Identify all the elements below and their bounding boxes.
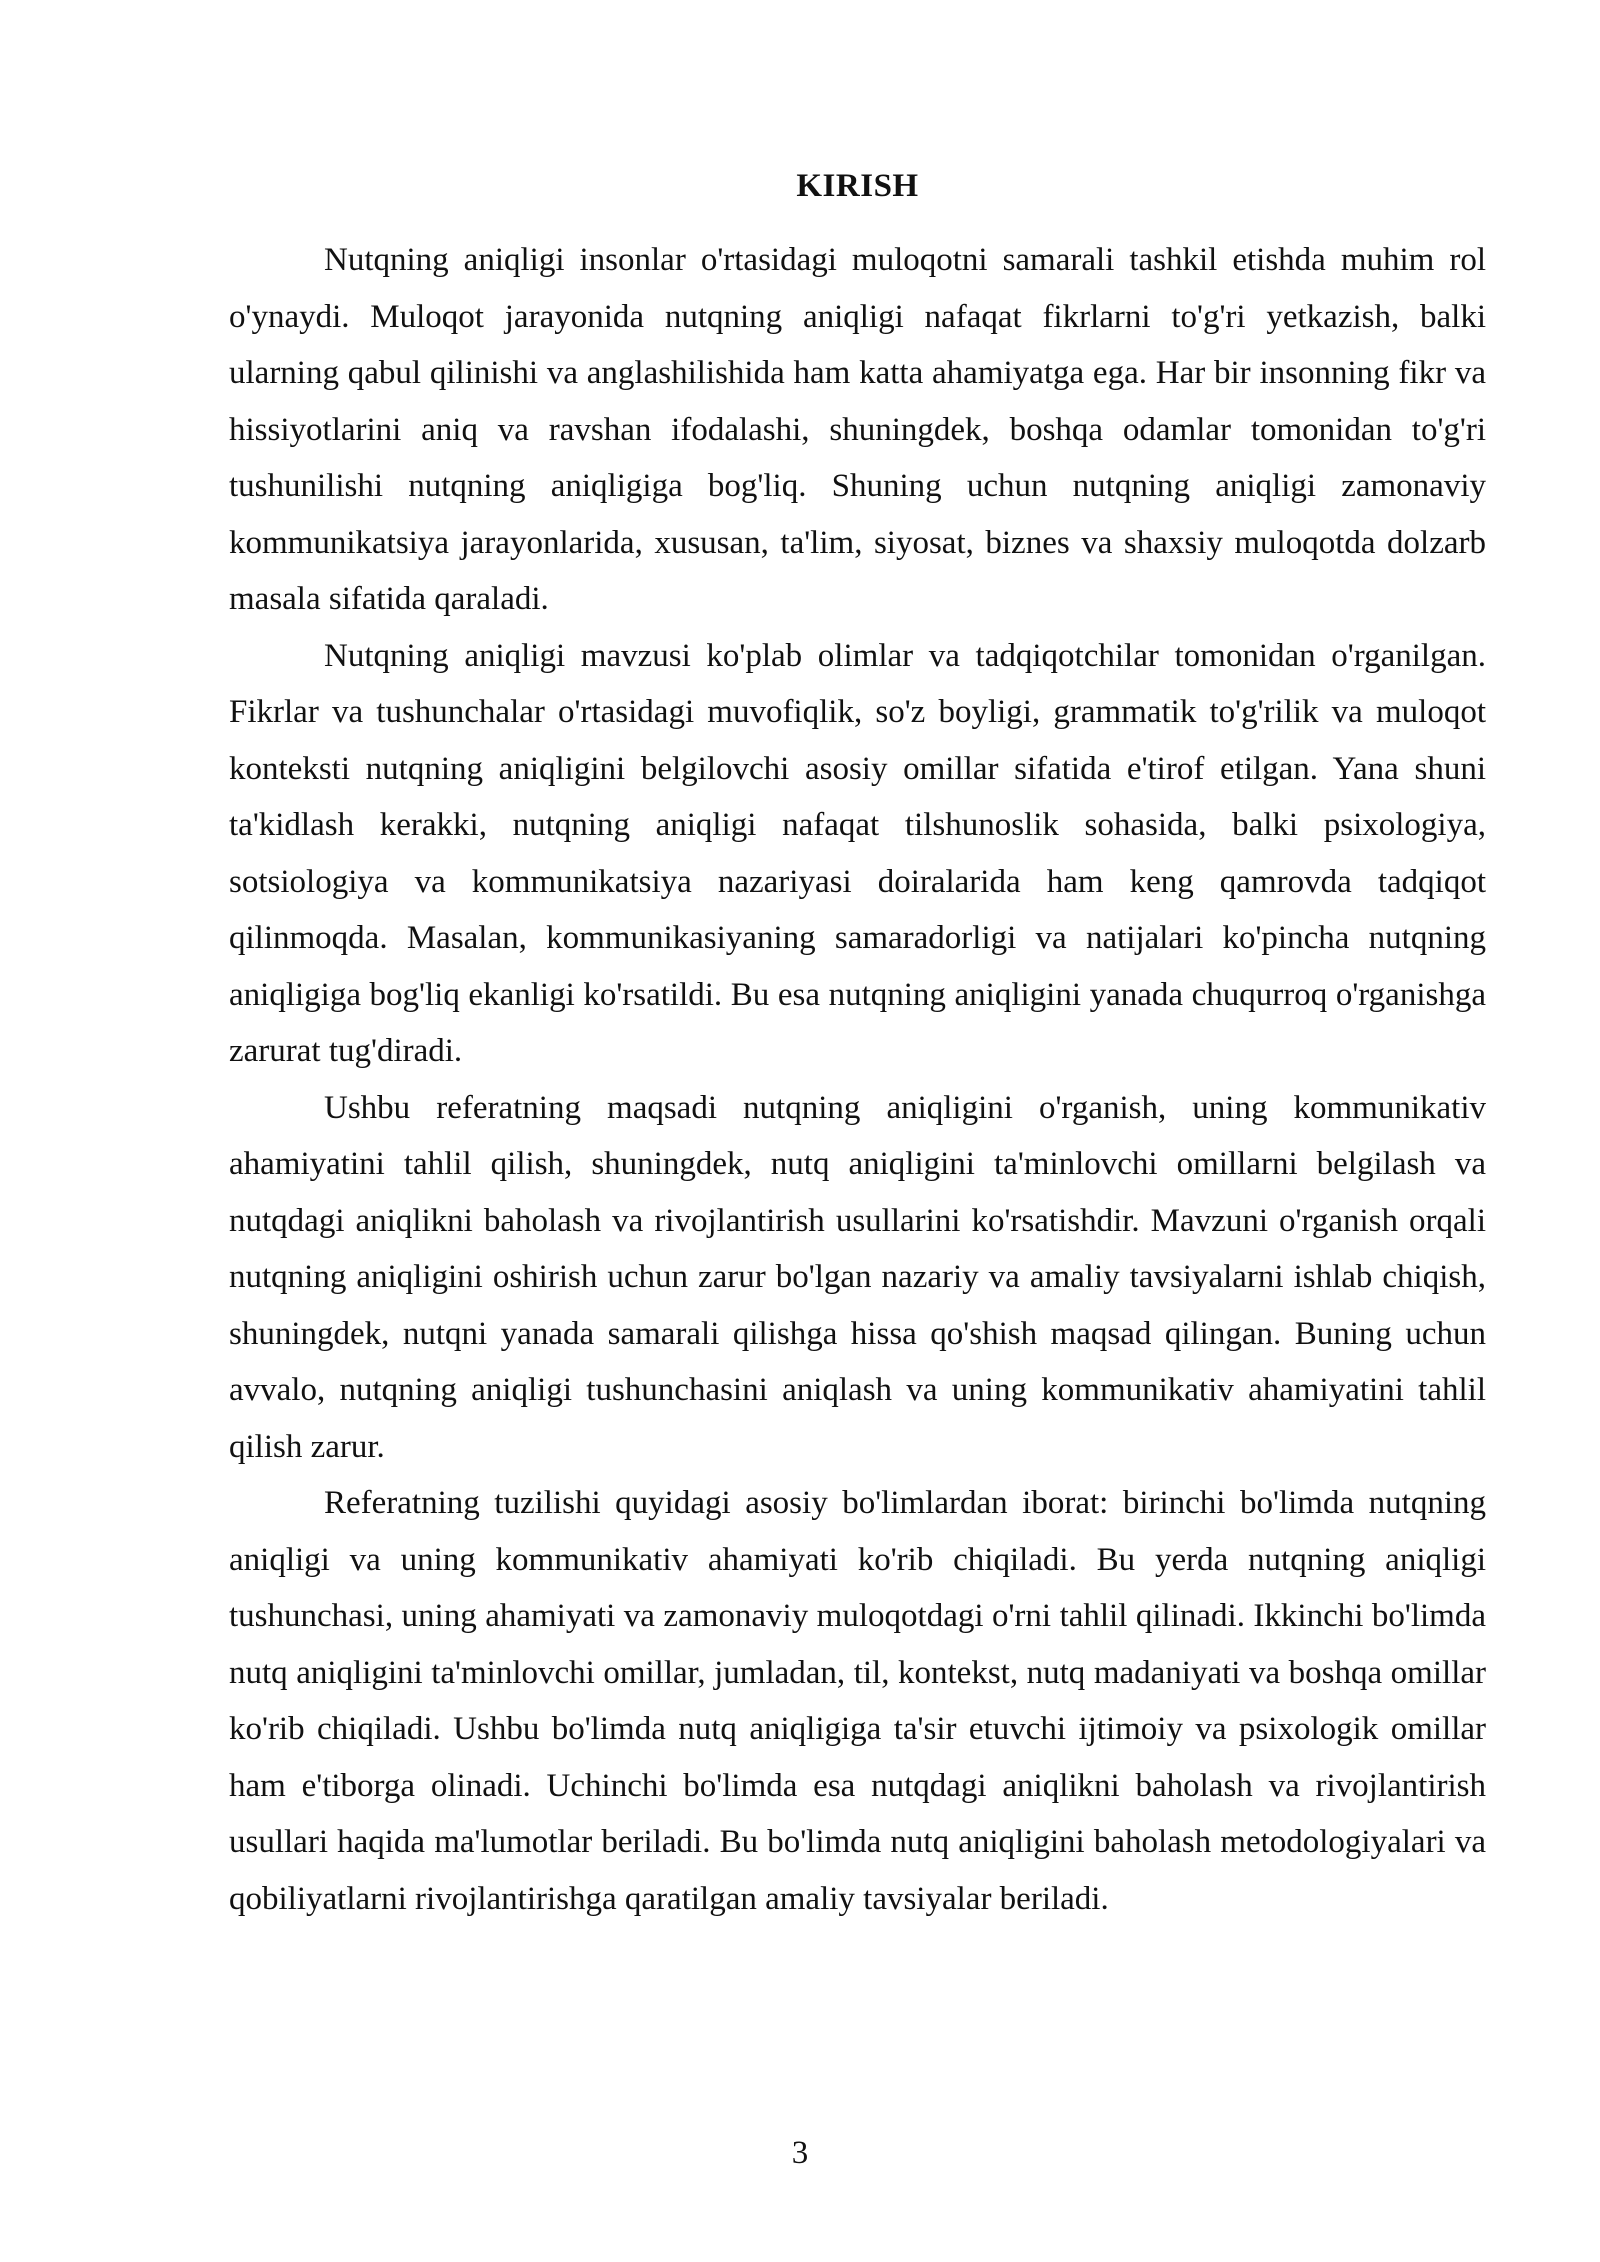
paragraph-2: Nutqning aniqligi mavzusi ko'plab olimlar va tadqiqotchilar tomonidan o'rganilgan. Fikrlar va tushunchalar o'rtasidagi muvofiqlik, so'z boyligi, grammatik to'g'rilik va muloqot konteksti nutqning aniqligini belgilovchi asosiy omillar sifatida e'tirof etilgan. Yana shuni ta'kidlash kerakki, nutqning aniqligi nafaqat tilshunoslik sohasida, balki psixologiya, sotsiologiya va kommunikatsiya nazariyasi doiralarida ham keng qamrovda tadqiqot qilinmoqda. Masalan, kommunikasiyaning samaradorligi va natijalari ko'pincha nutqning aniqligiga bog'liq ekanligi ko'rsatildi. Bu esa nutqning aniqligini yanada chuqurroq o'rganishga zarurat tug'diradi. (229, 637, 1486, 1069)
paragraph-1: Nutqning aniqligi insonlar o'rtasidagi muloqotni samarali tashkil etishda muhim rol o'ynaydi. Muloqot jarayonida nutqning aniqligi nafaqat fikrlarni to'g'ri yetkazish, balki ularning qabul qilinishi va anglashilishida ham katta ahamiyatga ega. Har bir insonning fikr va hissiyotlarini aniq va ravshan ifodalashi, shuningdek, boshqa odamlar tomonidan to'g'ri tushunilishi nutqning aniqligiga bog'liq. Shuning uchun nutqning aniqligi zamonaviy kommunikatsiya jarayonlarida, xususan, ta'lim, siyosat, biznes va shaxsiy muloqotda dolzarb masala sifatida qaraladi. (229, 242, 1486, 617)
section-heading: KIRISH (796, 168, 919, 204)
paragraph-3: Ushbu referatning maqsadi nutqning aniqligini o'rganish, uning kommunikativ ahamiyatini tahlil qilish, shuningdek, nutq aniqligini ta'minlovchi omillarni belgilash va nutqdagi aniqlikni baholash va rivojlantirish usullarini ko'rsatishdir. Mavzuni o'rganish orqali nutqning aniqligini oshirish uchun zarur bo'lgan nazariy va amaliy tavsiyalarni ishlab chiqish, shuningdek, nutqni yanada samarali qilishga hissa qo'shish maqsad qilingan. Buning uchun avvalo, nutqning aniqligi tushunchasini aniqlash va uning kommunikativ ahamiyatini tahlil qilish zarur. (229, 1089, 1486, 1465)
paragraph-4: Referatning tuzilishi quyidagi asosiy bo'limlardan iborat: birinchi bo'limda nutqning aniqligi va uning kommunikativ ahamiyati ko'rib chiqiladi. Bu yerda nutqning aniqligi tushunchasi, uning ahamiyati va zamonaviy muloqotdagi o'rni tahlil qilinadi. Ikkinchi bo'limda nutq aniqligini ta'minlovchi omillar, jumladan, til, kontekst, nutq madaniyati va boshqa omillar ko'rib chiqiladi. Ushbu bo'limda nutq aniqligiga ta'sir etuvchi ijtimoiy va psixologik omillar ham e'tiborga olinadi. Uchinchi bo'limda esa nutqdagi aniqlikni baholash va rivojlantirish usullari haqida ma'lumotlar beriladi. Bu bo'limda nutq aniqligini baholash metodologiyalari va qobiliyatlarni rivojlantirishga qaratilgan amaliy tavsiyalar beriladi. (229, 1485, 1486, 1917)
page-number: 3 (791, 2135, 809, 2171)
page-content (229, 158, 1486, 1927)
